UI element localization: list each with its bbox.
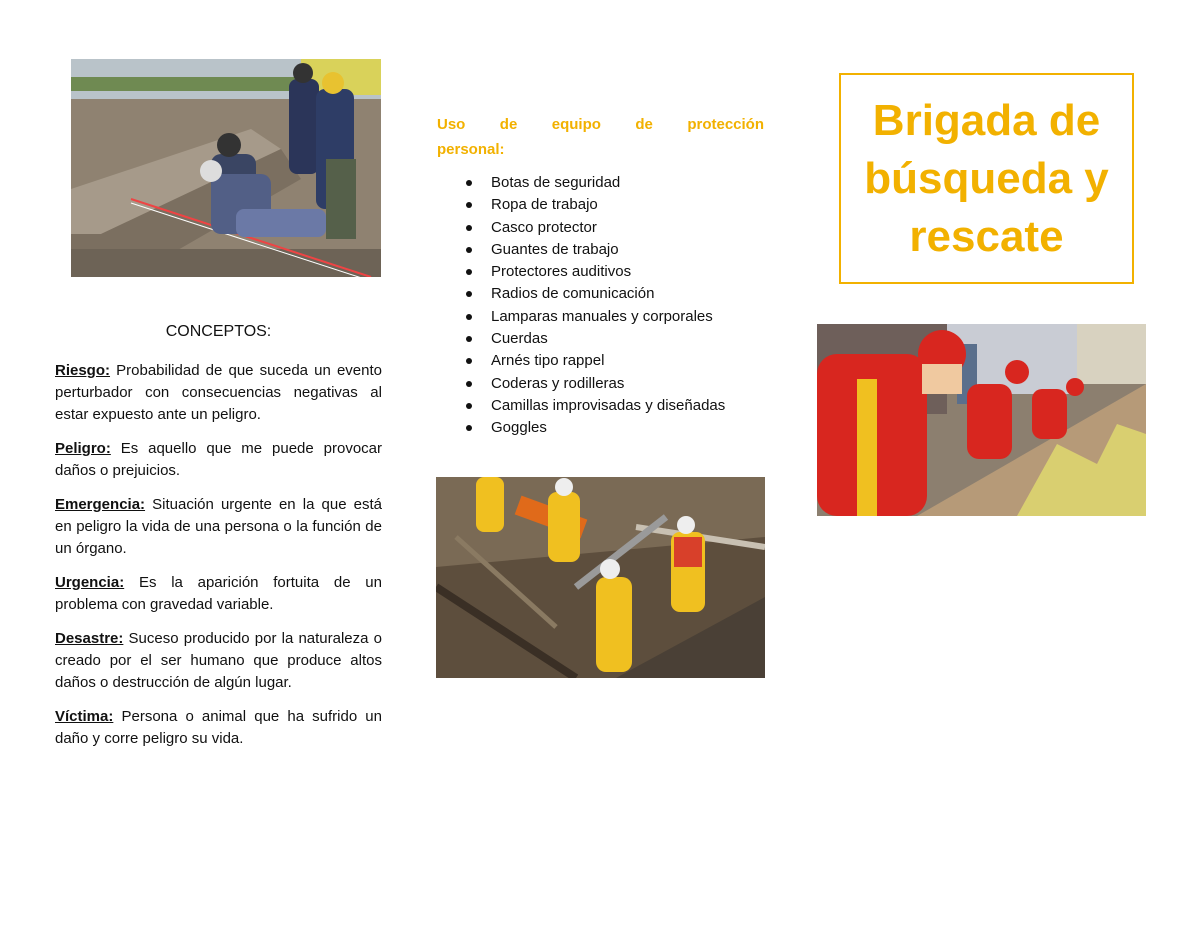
concept-term: Urgencia:: [55, 574, 125, 591]
list-item: Protectores auditivos: [437, 261, 764, 283]
concept-victima: [55, 706, 382, 750]
list-item: Botas de seguridad: [437, 172, 764, 194]
list-item: Cuerdas: [437, 328, 764, 350]
concept-term: Emergencia:: [55, 496, 146, 513]
list-item: Casco protector: [437, 217, 764, 239]
list-item: Lamparas manuales y corporales: [437, 306, 764, 328]
concepts-heading: CONCEPTOS:: [165, 323, 272, 340]
brochure-title: Brigada de búsqueda y rescate: [839, 73, 1134, 284]
concept-desastre: [55, 628, 382, 694]
concept-term: Desastre:: [55, 630, 124, 647]
concept-riesgo: [55, 360, 382, 426]
concept-term: Peligro:: [55, 440, 111, 457]
concept-peligro: [55, 438, 382, 482]
concept-term: Víctima:: [55, 708, 114, 725]
equipment-heading: Uso de equipo de protección personal:: [437, 116, 764, 158]
concept-urgencia: [55, 572, 382, 616]
list-item: Camillas improvisadas y diseñadas: [437, 395, 764, 417]
equipment-list: [437, 172, 764, 440]
concept-definition: Es aquello que me puede provocar daños o prejuicios.: [55, 440, 382, 479]
list-item: Goggles: [437, 417, 764, 439]
list-item: Coderas y rodilleras: [437, 373, 764, 395]
concept-term: Riesgo:: [55, 362, 111, 379]
concept-definition: Situación urgente en la que está en peligro la vida de una persona o la función de un órgano.: [55, 496, 382, 557]
concept-emergencia: [55, 494, 382, 560]
concepts-list: [55, 360, 382, 762]
list-item: Radios de comunicación: [437, 283, 764, 305]
concept-definition: Es la aparición fortuita de un problema con gravedad variable.: [55, 574, 382, 613]
photo-flood-rescue: [436, 477, 765, 678]
photo-rubble-rescue: [71, 59, 381, 277]
list-item: Guantes de trabajo: [437, 239, 764, 261]
list-item: Arnés tipo rappel: [437, 350, 764, 372]
concept-definition: Suceso producido por la naturaleza o creado por el ser humano que produce altos daños o destrucción de algún lugar.: [55, 630, 382, 691]
concept-definition: Persona o animal que ha sufrido un daño y corre peligro su vida.: [55, 708, 382, 747]
photo-red-team-rescue: [817, 324, 1146, 516]
concept-definition: Probabilidad de que suceda un evento perturbador con consecuencias negativas al estar expuesto ante un peligro.: [55, 362, 382, 423]
list-item: Ropa de trabajo: [437, 194, 764, 216]
